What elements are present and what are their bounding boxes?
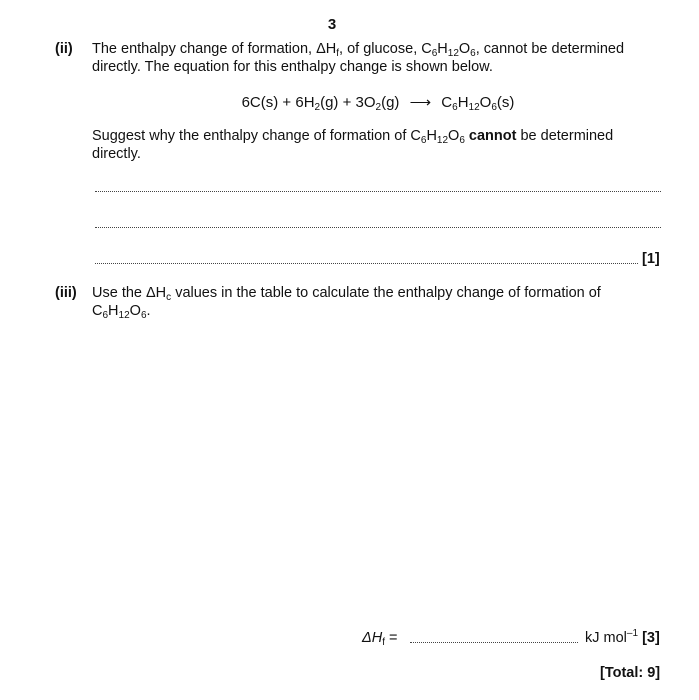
formula-h: H: [108, 303, 119, 319]
part-ii-text-line1: [92, 41, 664, 58]
subscript: 6: [431, 48, 438, 59]
part-ii-suggest-line2: directly.: [92, 146, 141, 162]
subscript: 6: [140, 310, 147, 321]
final-answer-line[interactable]: [410, 642, 578, 643]
unit-text: kJ mol: [585, 630, 627, 646]
suggest-text-b: be determined: [520, 128, 614, 144]
equation-lhs1: 6C(s) + 6H: [241, 94, 315, 111]
subscript: 12: [468, 102, 480, 113]
formula-o: O: [129, 303, 141, 319]
unit-superscript: –1: [626, 628, 639, 639]
formula-h: H: [426, 128, 437, 144]
equals-sign: =: [389, 630, 398, 646]
formation-equation: [92, 94, 664, 111]
formula-o: O: [458, 41, 471, 57]
answer-line-2[interactable]: [95, 227, 661, 228]
equation-rhs-o: O: [479, 94, 492, 111]
answer-delta-hf: [362, 630, 397, 647]
subscript-f: f: [382, 637, 385, 648]
subscript: 6: [491, 102, 497, 113]
suggest-text-a: Suggest why the enthalpy change of formation of C: [92, 128, 421, 144]
part-iii-text-line1: [92, 285, 664, 302]
subscript: 2: [375, 102, 382, 113]
part-iii-label: (iii): [55, 285, 77, 301]
equation-lhs2: (g) + 3O: [320, 94, 376, 111]
subscript: 12: [447, 48, 459, 59]
answer-line-3[interactable]: [95, 263, 638, 264]
subscript-f: f: [336, 48, 340, 59]
part-iii-text-a: Use the ΔH: [92, 285, 167, 301]
arrow-icon: ⟶: [409, 94, 432, 111]
subscript-c: c: [166, 292, 172, 303]
total-marks: [Total: 9]: [600, 665, 661, 681]
period: .: [146, 303, 151, 319]
subscript: 6: [420, 135, 427, 146]
part-ii-text-c: , cannot be determined: [475, 41, 625, 57]
answer-unit: [585, 630, 660, 647]
part-ii-text-b: , of glucose, C: [339, 41, 432, 57]
suggest-bold-cannot: cannot: [468, 128, 517, 144]
equation-rhs-state: (s): [496, 94, 515, 111]
delta-h-symbol: ΔH: [362, 630, 383, 646]
subscript: 6: [452, 102, 458, 113]
equation-lhs3: (g): [381, 94, 400, 111]
equation-rhs-h: H: [457, 94, 469, 111]
part-iii-text-b: values in the table to calculate the enthalpy change of formation of: [171, 285, 601, 301]
subscript: 6: [102, 310, 109, 321]
subscript: 6: [459, 135, 465, 146]
part-ii-label: (ii): [55, 41, 73, 57]
answer-line-1[interactable]: [95, 191, 661, 192]
formula-h: H: [437, 41, 448, 57]
equation-rhs-c: C: [441, 94, 453, 111]
subscript: 12: [118, 310, 130, 321]
part-ii-mark: [1]: [642, 251, 660, 267]
formula-c: C: [92, 303, 103, 319]
part-ii-text-a: The enthalpy change of formation, ΔH: [92, 41, 337, 57]
part-ii-suggest-line1: [92, 128, 664, 145]
subscript: 12: [436, 135, 449, 146]
subscript: 2: [314, 102, 321, 113]
part-iii-mark: [3]: [642, 630, 660, 646]
part-iii-text-line2: [92, 303, 151, 320]
formula-o: O: [448, 128, 460, 144]
subscript: 6: [470, 48, 476, 59]
part-ii-text-line2: directly. The equation for this enthalpy change is shown below.: [92, 59, 493, 75]
page-number: 3: [327, 16, 337, 33]
